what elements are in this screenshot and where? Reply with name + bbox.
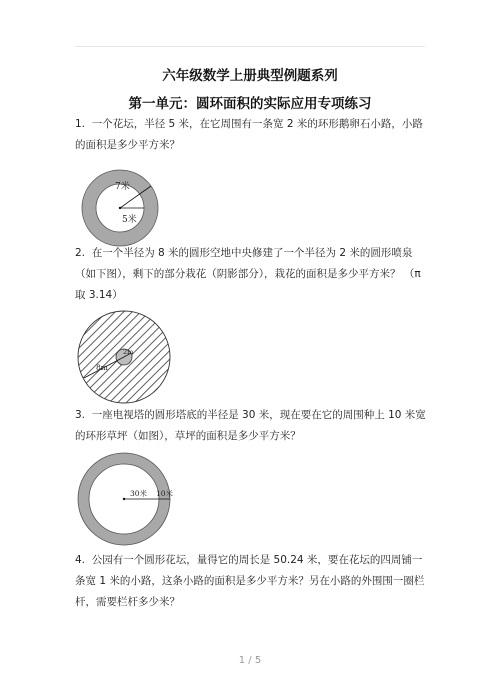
- question-4-text: 4. 公园有一个圆形花坛，量得它的周长是 50.24 米，要在花坛的四周铺一条宽 1 米的小路，这条小路的面积是多少平方米？另在小路的外围围一圈栏杆，需要栏杆多少米？: [75, 554, 425, 608]
- q2-outer-label: 8m: [96, 363, 108, 372]
- q1-outer-label: 7米: [115, 182, 130, 192]
- q3-ring-label: 10米: [156, 489, 174, 498]
- question-1-text: 1. 一个花坛，半径 5 米，在它周围有一条宽 2 米的环形鹅卵石小路，小路的面积是多少平方米？: [75, 118, 423, 151]
- q2-inner-label: 2m: [123, 348, 134, 356]
- document-subtitle: 第一单元：圆环面积的实际应用专项练习: [128, 96, 372, 112]
- document-title: 六年级数学上册典型例题系列: [162, 68, 338, 84]
- page-number: 1 / 5: [238, 655, 262, 666]
- question-3-text: 3. 一座电视塔的圆形塔底的半径是 30 米，现在要在它的周围种上 10 米宽的环形草坪（如图），草坪的面积是多少平方米？: [75, 409, 426, 442]
- header-divider: [75, 46, 425, 47]
- question-2-text: 2. 在一个半径为 8 米的圆形空地中央修建了一个半径为 2 米的圆形喷泉（如下图），剩下的部分栽花（阴影部分），栽花的面积是多少平方米？ （π 取 3.14）: [75, 247, 425, 301]
- question-3-figure: [76, 451, 172, 547]
- q1-inner-label: 5米: [122, 215, 137, 225]
- question-2-figure: [76, 308, 176, 408]
- question-1-figure: [75, 163, 165, 253]
- q3-inner-label: 30米: [130, 489, 148, 498]
